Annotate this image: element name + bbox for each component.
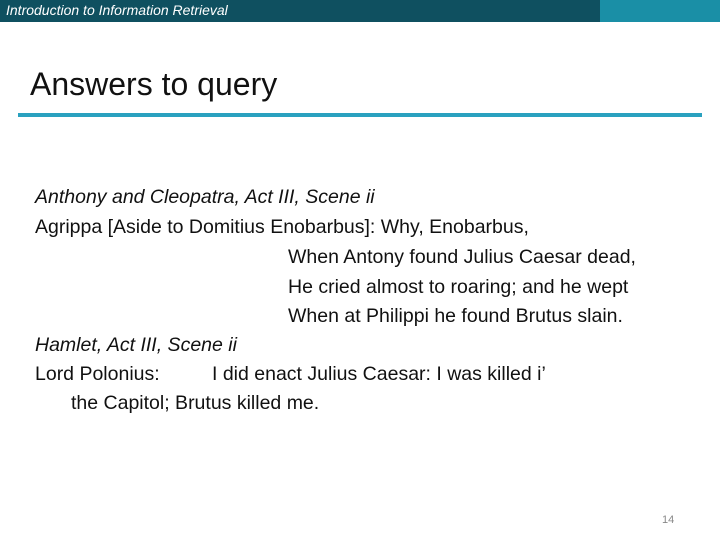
slide-title: Answers to query [30,66,278,102]
page-number: 14 [662,514,675,526]
course-title: Introduction to Information Retrieval [6,2,228,18]
passage-speech: I did enact Julius Caesar: I was killed i’ [212,363,546,385]
passage-speaker-line: Agrippa [Aside to Domitius Enobarbus]: Why, Enobarbus, [35,216,529,238]
verse-line: When Antony found Julius Caesar dead, [288,246,636,268]
passage-source-hamlet: Hamlet, Act III, Scene ii [35,334,237,356]
passage-continuation: the Capitol; Brutus killed me. [71,392,320,414]
verse-line: He cried almost to roaring; and he wept [288,276,629,298]
verse-line: When at Philippi he found Brutus slain. [288,305,623,327]
passage-speaker: Lord Polonius: [35,363,160,385]
passage-source-antony: Anthony and Cleopatra, Act III, Scene ii [35,186,375,208]
